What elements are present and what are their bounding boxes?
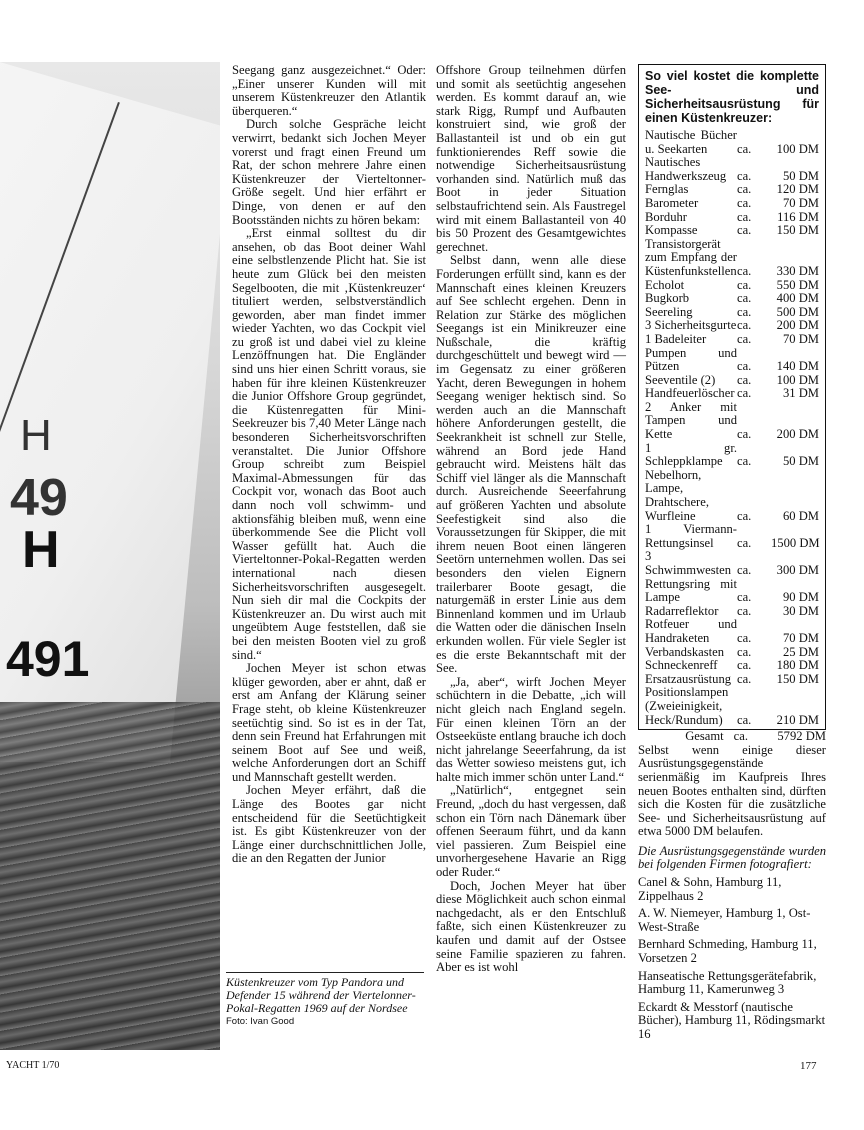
firm-entry: Bernhard Schmeding, Hamburg 11, Vorsetzen 2	[638, 937, 817, 966]
cost-item	[645, 333, 819, 347]
cost-item-price: 70 DM	[782, 195, 819, 210]
cost-item	[645, 156, 819, 183]
cost-item-ca: ca.	[737, 563, 752, 577]
cost-item-ca: ca.	[737, 141, 752, 156]
cost-item-price: 120 DM	[776, 182, 819, 197]
firm-entry: A. W. Niemeyer, Hamburg 1, Ost-West-Straße	[638, 906, 811, 934]
firm-entry: Eckardt & Messtorf (nautische Bücher), Hamburg 11, Rödingsmarkt 16	[638, 999, 826, 1041]
cost-item-ca: ca.	[737, 427, 752, 442]
cost-item-ca: ca.	[737, 291, 752, 306]
cost-item-name: 1 gr. Schleppklampe	[645, 440, 737, 469]
sail-number-2: 49	[10, 469, 68, 527]
cost-item-name: Rettungsring mit Lampe	[645, 576, 737, 605]
sail-number-1: H	[20, 411, 52, 460]
paragraph: „Natürlich“, entgegnet sein Freund, „doch du hast vergessen, daß schon ein Törn nach Dänemark über offenen Seeraum führt, und da kann viel passieren. Zum Beispiel eine unvorhergesehene Havarie an Rigg oder Ruder.“	[436, 783, 626, 880]
cost-item-ca: ca.	[737, 644, 752, 659]
cost-item	[645, 605, 819, 619]
cost-item-price: 180 DM	[776, 658, 819, 673]
cost-item-price: 550 DM	[776, 277, 819, 292]
cost-item-ca: ca.	[737, 508, 752, 523]
cost-item-name: Kompasse	[645, 223, 698, 238]
paragraph: Seegang ganz ausgezeichnet.“ Oder: „Einer unserer Kunden will mit unserem Küstenkreuzer den Atlantik überqueren.“	[232, 63, 426, 118]
cost-item-ca: ca.	[737, 182, 752, 197]
firm-list	[638, 876, 826, 1042]
cost-item-name: Seereling	[645, 304, 693, 319]
cost-item-price: 31 DM	[782, 386, 819, 401]
caption-text: Küstenkreuzer vom Typ Pandora und Defender 15 während der Viertelonner-Pokal-Regatten 1969 auf der Nordsee	[226, 975, 416, 1015]
cost-item	[645, 523, 819, 550]
cost-item-ca: ca.	[737, 603, 752, 618]
cost-item-name: Borduhr	[645, 209, 687, 224]
cost-item-name: Fernglas	[645, 182, 689, 197]
cost-item	[645, 374, 819, 388]
cost-item-price: 140 DM	[776, 359, 819, 374]
sea-waves	[0, 702, 220, 1050]
cost-item-price: 150 DM	[776, 671, 819, 686]
cost-item-price: 300 DM	[776, 563, 819, 577]
cost-item-name: Transistorgerät zum Empfang der Küstenfunkstellen	[645, 236, 737, 278]
cost-item-name: Positionslampen (Zweieinigkeit, Heck/Rundum)	[645, 685, 729, 727]
cost-item-price: 50 DM	[782, 454, 819, 469]
cost-item-name: 1 Badeleiter	[645, 331, 707, 346]
cost-item-ca: ca.	[737, 712, 752, 727]
cost-item	[645, 469, 819, 523]
cost-item-name: 2 Anker mit Tampen und Kette	[645, 399, 737, 442]
cost-item-price: 100 DM	[776, 372, 819, 387]
cost-item	[645, 673, 819, 687]
cost-item	[645, 442, 819, 469]
total-label: Gesamt	[685, 729, 724, 744]
paragraph: Jochen Meyer erfährt, daß die Länge des Bootes gar nicht entscheidend für die Seetüchtigkeit ist. Es gibt Küstenkreuzer von der Länge einer durchschnittlichen Jolle, die an den Regatten der Junior	[232, 783, 426, 866]
cost-box	[638, 64, 826, 730]
cost-item-price: 30 DM	[782, 603, 819, 618]
cost-item-name: Nautisches Handwerkszeug	[645, 155, 727, 183]
article-column-1	[232, 64, 426, 866]
paragraph: Offshore Group teilnehmen dürfen und somit als seetüchtig angesehen werden. Es kommt darauf an, wie stark Rigg, Rumpf und Aufbauten konstruiert sind, wie groß der Ballastanteil ist und ob ein gut funktionierendes Reff sowie die notwendige Sicherheitsausrüstung vorhanden sind. Natürlich muß das Boot in jeder Situation selbstaufrichtend sein. Als Faustregel wird mit einem Ballastanteil von 40 bis 50 Prozent des Gesamtgewichtes gerechnet.	[436, 63, 626, 254]
sail-number-3: H	[22, 521, 60, 579]
cost-total	[638, 730, 826, 744]
cost-item	[645, 659, 819, 673]
cost-item-ca: ca.	[737, 277, 752, 292]
cost-item	[645, 211, 819, 225]
cost-item-name: Handfeuerlöscher	[645, 386, 735, 401]
cost-item-ca: ca.	[737, 372, 752, 387]
cost-item-ca: ca.	[737, 359, 752, 374]
paragraph: Durch solche Gespräche leicht verwirrt, bedankt sich Jochen Meyer vorerst und fragt einen Freund um Rat, der schon mehrere Jahre einen Küstenkreuzer der Vierteltonner-Größe segelt. Und hier erfährt er Dinge, von denen er auf den Bootsständen nichts zu hören bekam:	[232, 117, 426, 227]
cost-item-price: 60 DM	[782, 508, 819, 523]
sailboat-photo	[0, 62, 220, 1050]
cost-item	[645, 238, 819, 279]
cost-item-ca: ca.	[737, 168, 752, 183]
cost-item	[645, 550, 819, 577]
footer-left: YACHT 1/70	[6, 1060, 60, 1071]
article-column-3	[638, 64, 826, 1042]
cost-item-name: Echolot	[645, 277, 685, 292]
photo-caption	[226, 972, 424, 1028]
cost-item-price: 70 DM	[782, 630, 819, 645]
cost-item-ca: ca.	[737, 209, 752, 224]
cost-item-name: Pumpen und Pützen	[645, 345, 737, 374]
cost-item-ca: ca.	[737, 454, 752, 469]
cost-item	[645, 686, 819, 727]
cost-item-ca: ca.	[737, 263, 752, 278]
cost-item-price: 1500 DM	[771, 535, 820, 550]
article-column-2	[436, 64, 626, 975]
cost-item	[645, 197, 819, 211]
paragraph: Selbst dann, wenn alle diese Forderungen erfüllt sind, kann es der Mannschaft eines kleinen Kreuzers auf See schlecht ergehen. Denn in Relation zur Stärke des möglichen Seegangs ist ein Minikreuzer eine Nußschale, die kräftig durchgeschüttelt und bewegt wird — im Gegensatz zu einer größeren Yacht, deren Bewegungen in hohem Seegang weniger hektisch sind. So werden auch an die Mannschaft höhere Anforderungen gestellt, die Seekrankheit ist schnell zur Stelle, während an Bord jede Hand gebraucht wird. Meistens hält das Schiff viel länger als die Mannschaft durch. Ausreichende Seeerfahrung auf größeren Yachten und absolute Seefestigkeit sind also die Voraussetzungen für Skipper, die mit ihrem neuen Boot einen längeren Seetörn unternehmen wollen. Das sei besonders den vielen Eignern trailerbarer Boote gesagt, die naturgemäß in erster Linie aus dem Binnenland kommen und im Urlaub die Watten oder die dänischen Inseln erkunden wollen. Für viele Segler ist es die erste Bekanntschaft mit der See.	[436, 253, 626, 676]
cost-item-name: Barometer	[645, 195, 699, 210]
cost-item-name: Ersatzausrüstung	[645, 671, 732, 686]
cost-item	[645, 618, 819, 645]
cost-item-price: 500 DM	[776, 304, 819, 319]
cost-item	[645, 224, 819, 238]
photo-credit: Foto: Ivan Good	[226, 1016, 295, 1027]
cost-item-ca: ca.	[737, 331, 752, 346]
cost-item-name: 3 Sicherheitsgurte	[645, 318, 737, 333]
cost-item-price: 90 DM	[782, 590, 819, 605]
cost-item-price: 25 DM	[782, 644, 819, 659]
cost-item-name: Bugkorb	[645, 291, 690, 306]
firm-entry: Canel & Sohn, Hamburg 11, Zippelhaus 2	[638, 875, 782, 903]
cost-item-name: Radarreflektor	[645, 603, 719, 618]
cost-item-ca: ca.	[737, 386, 752, 401]
cost-item	[645, 292, 819, 306]
total-ca: ca.	[733, 729, 748, 744]
paragraph: Jochen Meyer ist schon etwas klüger geworden, aber er ahnt, daß er erst am Anfang der Klärung seiner Frage steht, ob kleine Küstenkreuzer seetüchtig sind. So ist es in der Tat, denn sein Freund hat Erfahrungen mit seinem Boot auf See und weiß, welche Anforderungen dort an Schiff und Mannschaft gestellt werden.	[232, 661, 426, 784]
cost-box-title: So viel kostet die komplette See- und Sicherheitsausrüstung für einen Küstenkreuzer:	[645, 69, 819, 125]
cost-item-price: 400 DM	[776, 291, 819, 306]
summary-paragraph: Selbst wenn einige dieser Ausrüstungsgegenstände serienmäßig im Kaufpreis Ihres neuen Bootes enthalten sind, dürften sich die Kosten für die zusätzliche See- und Sicherheitsausrüstung auf etwa 5000 DM belaufen.	[638, 742, 826, 839]
paragraph: „Ja, aber“, wirft Jochen Meyer schüchtern in die Debatte, „ich will nicht gleich nach England segeln. Für einen kleinen Törn an der Ostseeküste entlang brauche ich doch nicht jahrelange Seeerfahrung, da ist das Wetter sowieso meistens gut, ich halte mich immer schön unter Land.“	[436, 674, 626, 784]
cost-item-price: 100 DM	[776, 141, 819, 156]
page-number: 177	[800, 1060, 817, 1072]
cost-item	[645, 387, 819, 401]
cost-item	[645, 279, 819, 293]
cost-item-ca: ca.	[737, 304, 752, 319]
cost-item-ca: ca.	[737, 223, 752, 238]
cost-item-name: 3 Schwimmwesten	[645, 549, 732, 577]
cost-item-price: 70 DM	[782, 331, 819, 346]
cost-item-name: Schneckenreff	[645, 658, 718, 673]
cost-item	[645, 183, 819, 197]
cost-item-price: 150 DM	[776, 223, 819, 238]
cost-item	[645, 401, 819, 442]
cost-item-price: 210 DM	[776, 712, 819, 727]
cost-item-price: 200 DM	[776, 318, 819, 333]
cost-item-ca: ca.	[737, 671, 752, 686]
sail-number-4: 491	[6, 631, 90, 687]
firm-entry: Hanseatische Rettungsgerätefabrik, Hamburg 11, Kamerunweg 3	[638, 968, 817, 997]
firms-note: Die Ausrüstungsgegenstände wurden bei folgenden Firmen fotografiert:	[638, 843, 826, 872]
cost-item-name: 1 Viermann-Rettungsinsel	[645, 522, 737, 550]
cost-item-ca: ca.	[737, 590, 752, 605]
cost-item-ca: ca.	[737, 658, 752, 673]
cost-item	[645, 646, 819, 660]
cost-item-name: Rotfeuer und Handraketen	[645, 617, 737, 645]
cost-item-ca: ca.	[737, 630, 752, 645]
cost-item-name: Seeventile (2)	[645, 372, 716, 387]
cost-item-name: Verbandskasten	[645, 644, 725, 659]
cost-item-ca: ca.	[737, 535, 752, 550]
cost-item	[645, 129, 819, 156]
cost-item	[645, 578, 819, 605]
cost-item-price: 200 DM	[776, 427, 819, 442]
cost-item-price: 330 DM	[776, 263, 819, 278]
cost-item	[645, 306, 819, 320]
cost-item-name: Nebelhorn, Lampe, Drahtschere, Wurfleine	[645, 467, 709, 523]
cost-item-ca: ca.	[737, 195, 752, 210]
cost-item-price: 116 DM	[777, 209, 819, 224]
cost-list	[645, 129, 819, 727]
paragraph: „Erst einmal solltest du dir ansehen, ob das Boot deiner Wahl eine selbstlenzende Plicht hat. Sie ist heute zum Glück bei den meisten Segelbooten, die mit ‚Küstenkreuzer‘ tituliert werden, selbstverständlich geworden, aber man findet immer wieder Yachten, wo das Cockpit viel zu groß ist und dabei viel zu kleine Lenzöffnungen hat. Die Engländer sind uns hier einen Schritt voraus, sie haben für ihre kleinen Küstenkreuzer die Junior Offshore Group gegründet, die Küstenregatten für Mini-Seekreuzer bis 7,40 Meter Länge nach besonderen Sicherheitsvorschriften veranstaltet. Die Junior Offshore Group schreibt zum Beispiel Maximal-Abmessungen für das Cockpit vor, wonach das Boot auch dann noch voll schwimm- und aktionsfähig bleiben muß, wenn eine überkommende See die Plicht voll Wasser gefüllt hat. Auch die Vierteltonner-Pokal-Regatten werden international nach diesen Sicherheitsvorschriften ausgesegelt. Nun sieh dir mal die Cockpits der Küstenkreuzer an. Du wirst auch mit ungeübtem Auge feststellen, daß sie bei den meisten Booten viel zu groß sind.“	[232, 226, 426, 662]
paragraph: Doch, Jochen Meyer hat über diese Möglichkeit auch schon einmal nachgedacht, als er den Entschluß faßte, sich einen Küstenkreuzer zu kaufen und damit auf der Ostsee seine Familie spazieren zu fahren. Aber es ist wohl	[436, 878, 626, 975]
cost-item-price: 50 DM	[782, 168, 819, 183]
cost-item-name: Nautische Bücher u. Seekarten	[645, 128, 737, 156]
cost-item-ca: ca.	[737, 318, 752, 333]
cost-item	[645, 347, 819, 374]
total-price: 5792 DM	[777, 729, 826, 744]
cost-item	[645, 319, 819, 333]
